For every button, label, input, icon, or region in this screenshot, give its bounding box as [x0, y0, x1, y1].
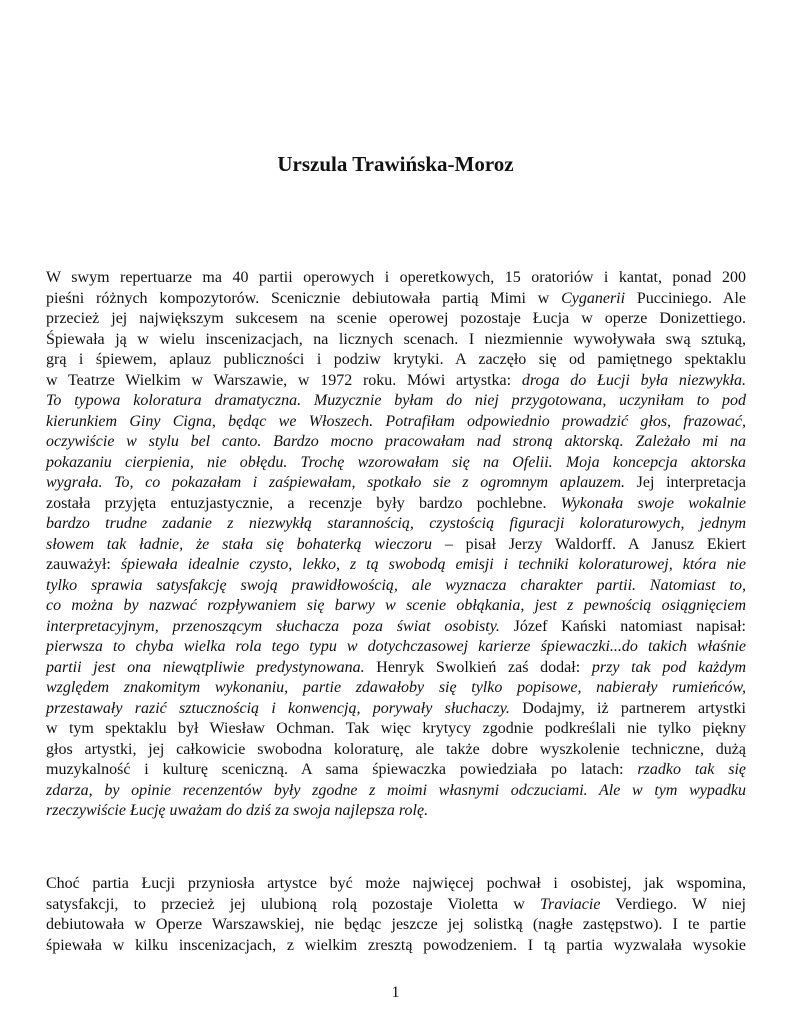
text-line [46, 617, 746, 638]
text-segment: w Teatrze Wielkim w Warszawie, w 1972 roku. Mówi artystka: [46, 371, 522, 389]
text-line [46, 555, 746, 576]
italic-quote-segment: przestawały razić sztucznością i konwencją, porywały słuchaczy. [46, 699, 510, 717]
text-segment: zauważył: [46, 556, 121, 573]
text-line [46, 391, 746, 412]
text-segment: – pisał Jerzy Waldorff. A Janusz Ekiert [432, 535, 747, 553]
text-line [46, 874, 746, 895]
italic-quote-segment: tylko sprawia satysfakcję swoją prawidłowością, ale wyznacza charakter partii. Natomiast to, [46, 576, 746, 594]
text-line [46, 432, 746, 453]
text-line [46, 453, 746, 474]
italic-quote-segment: śpiewała idealnie czysto, lekko, z tą swobodą emisji i techniki koloraturowej, która nie [120, 556, 746, 573]
page-title: Urszula Trawińska-Moroz [277, 152, 514, 176]
text-line [46, 289, 746, 310]
italic-quote-segment: Traviacie [540, 895, 601, 913]
text-segment: debiutowała w Operze Warszawskiej, nie będąc jeszcze jej solistką (nagłe zastępstwo). I te partie [46, 916, 746, 933]
text-line [46, 412, 746, 433]
text-line [46, 658, 746, 679]
italic-quote-segment: rzeczywiście Łucję uważam do dziś za swoja najlepsza rolę. [46, 802, 429, 819]
text-line [46, 576, 746, 597]
italic-quote-segment: bardzo trudne zadanie z niezwykłą starannością, czystością figuracji koloraturowych, jednym [46, 515, 746, 532]
italic-quote-segment: partii jest ona niewątpliwie predystynowana. [46, 658, 365, 676]
italic-quote-segment: Wykonała swoje wokalnie [560, 494, 747, 512]
italic-quote-segment: względem znakomitym wykonaniu, partie zdawałoby się tylko popisowe, nabierały rumieńców, [46, 679, 746, 696]
italic-quote-segment: zdarza, by opinie recenzentów były zgodne z moimi własnymi odczuciami. Ale w tym wypadku [46, 781, 746, 799]
text-segment: W swym repertuarze ma 40 partii operowych i operetkowych, 15 oratoriów i kantat, ponad 200 [46, 269, 746, 286]
text-line [46, 350, 746, 371]
text-line [46, 760, 746, 781]
text-line [46, 268, 746, 289]
text-line [46, 309, 746, 330]
italic-quote-segment: rzadko tak się [637, 761, 747, 778]
text-line [46, 915, 746, 936]
text-line [46, 535, 746, 556]
italic-quote-segment: interpretacyjnym, przenoszącym słuchacza poza świat osobisty. [46, 617, 500, 635]
text-line [46, 596, 746, 617]
text-segment: grą i śpiewem, aplauz publiczności i podziw krytyki. A zaczęło się od pamiętnego spektaklu [46, 351, 746, 368]
text-line [46, 936, 746, 957]
italic-quote-segment: wygrała. To, co pokazałam i zaśpiewałam, spotkało sie z ogromnym aplauzem. [46, 474, 626, 491]
text-segment: głos artystki, jej całkowicie swobodna koloraturę, ale także dobre wyszkolenie techniczne, dużą [46, 740, 746, 758]
italic-quote-segment: słowem tak ładnie, że stała się bohaterką wieczoru [46, 535, 433, 553]
text-segment: Śpiewała ją w wielu inscenizacjach, na licznych scenach. I niezmiennie wywoływała swą sztuką, [46, 330, 746, 348]
text-segment: satysfakcji, to przecież jej ulubioną rolą pozostaje Violetta w [46, 895, 540, 913]
italic-quote-segment: co można by nazwać rozpływaniem się barwy w scenie obłąkania, jest z pewnością osiągnięciem [46, 597, 746, 614]
text-segment: muzykalność i kulturę sceniczną. A sama śpiewaczka powiedziała po latach: [46, 761, 638, 778]
text-segment: Jej interpretacja [625, 474, 747, 491]
text-segment: Henryk Swolkień zaś dodał: [364, 658, 592, 676]
text-segment: Dodajmy, iż partnerem artystki [509, 699, 746, 717]
text-segment: w tym spektaklu był Wiesław Ochman. Tak więc krytycy zgodnie podkreślali nie tylko piękny [46, 720, 746, 737]
text-line [46, 740, 746, 761]
text-segment: pieśni różnych kompozytorów. Scenicznie debiutowała partią Mimi w [46, 289, 562, 307]
italic-quote-segment: pierwsza to chyba wielka rola tego typu w dotychczasowej karierze śpiewaczki...do takich właśnie [46, 638, 746, 655]
italic-quote-segment: pokazaniu cierpienia, nie obłędu. Trochę wzorowałam się na Ofelii. Moja koncepcja aktorska [46, 453, 746, 471]
italic-quote-segment: To typowa koloratura dramatyczna. Muzycznie byłam do niej przygotowana, uczyniłam to pod [46, 392, 746, 409]
paragraph-2 [46, 874, 746, 956]
text-segment: Choć partia Łucji przyniosła artystce być może najwięcej pochwał i osobistej, jak wspomina, [46, 875, 746, 892]
italic-quote-segment: droga do Łucji była niezwykła. [521, 371, 747, 389]
italic-quote-segment: przy tak pod każdym [591, 658, 746, 676]
text-line [46, 330, 746, 351]
paragraph-1 [46, 268, 746, 822]
text-segment: śpiewała w kilku inscenizacjach, z wielkim zresztą powodzeniem. I tą partia wyzwalała wysokie [46, 936, 746, 954]
text-line [46, 371, 746, 392]
text-line [46, 473, 746, 494]
text-line [46, 494, 746, 515]
text-line [46, 781, 746, 802]
italic-quote-segment: Cyganerii [561, 289, 626, 307]
text-line [46, 637, 746, 658]
text-line [46, 699, 746, 720]
text-line [46, 514, 746, 535]
text-segment: została przyjęta entuzjastycznie, a recenzje były bardzo pochlebne. [46, 494, 561, 512]
text-segment: Józef Kański natomiast napisał: [499, 617, 746, 635]
text-line [46, 678, 746, 699]
text-segment: przecież jej największym sukcesem na scenie operowej pozostaje Łucja w operze Donizettiego. [46, 310, 746, 327]
text-segment: Pucciniego. Ale [625, 289, 747, 307]
text-segment: Verdiego. W niej [600, 895, 746, 913]
page-number: 1 [391, 984, 400, 1001]
text-line [46, 801, 746, 822]
italic-quote-segment: kierunkiem Giny Cigna, będąc we Włoszech. Potrafiłam odpowiednio prowadzić głos, frazować, [46, 412, 746, 430]
text-line [46, 895, 746, 916]
text-line [46, 719, 746, 740]
italic-quote-segment: oczywiście w stylu bel canto. Bardzo mocno pracowałam nad stroną aktorską. Zależało mi na [46, 433, 746, 450]
